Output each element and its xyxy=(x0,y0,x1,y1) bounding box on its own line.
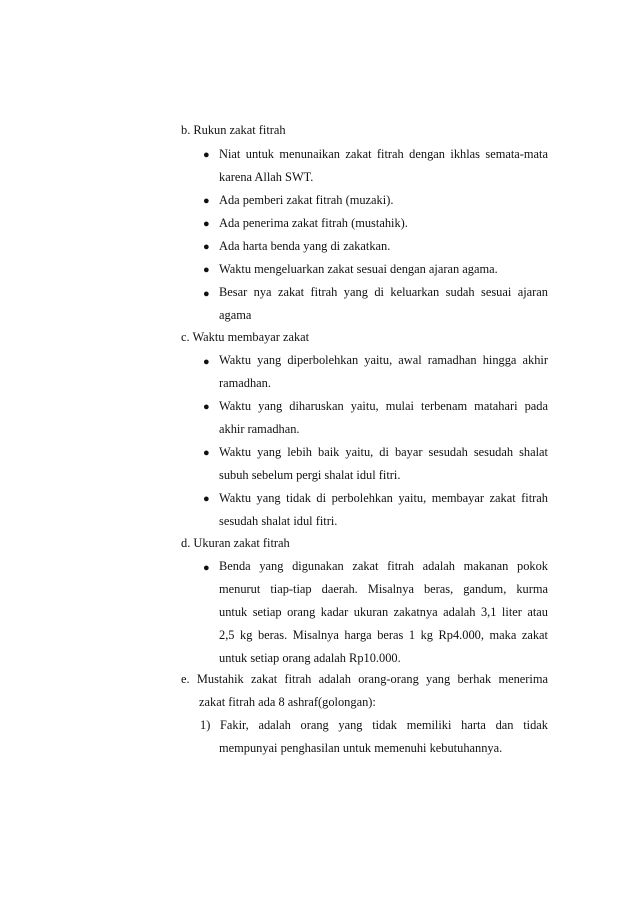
rukun-item-1-line-1: Niat untuk menunaikan zakat fitrah dengan ikhlas semata-mata xyxy=(219,147,548,161)
mustahik-item-1-line-1: Fakir, adalah orang yang tidak memiliki harta dan tidak xyxy=(220,718,548,732)
bullet-icon: ● xyxy=(203,218,210,230)
bullet-icon: ● xyxy=(203,493,210,505)
rukun-item-5: Waktu mengeluarkan zakat sesuai dengan ajaran agama. xyxy=(219,262,498,276)
rukun-item-6-line-1: Besar nya zakat fitrah yang di keluarkan sudah sesuai ajaran xyxy=(219,285,548,299)
waktu-item-2-line-1: Waktu yang diharuskan yaitu, mulai terbenam matahari pada xyxy=(219,399,548,413)
section-e-heading-line-2: zakat fitrah ada 8 ashraf(golongan): xyxy=(199,695,376,709)
bullet-icon: ● xyxy=(203,401,210,413)
bullet-icon: ● xyxy=(203,264,210,276)
waktu-item-1-line-1: Waktu yang diperbolehkan yaitu, awal ramadhan hingga akhir xyxy=(219,353,548,367)
rukun-item-2: Ada pemberi zakat fitrah (muzaki). xyxy=(219,193,394,207)
waktu-item-4-line-1: Waktu yang tidak di perbolehkan yaitu, membayar zakat fitrah xyxy=(219,491,548,505)
section-b-heading: b. Rukun zakat fitrah xyxy=(181,123,286,137)
bullet-icon: ● xyxy=(203,241,210,253)
bullet-icon: ● xyxy=(203,447,210,459)
section-e-heading: e. Mustahik zakat fitrah adalah orang-orang yang berhak menerima xyxy=(181,672,548,686)
ukuran-item-1-line-3: untuk setiap orang kadar ukuran zakatnya adalah 3,1 liter atau xyxy=(219,605,548,619)
mustahik-item-1-line-2: mempunyai penghasilan untuk memenuhi kebutuhannya. xyxy=(219,741,503,755)
bullet-icon: ● xyxy=(203,356,210,368)
section-d-heading: d. Ukuran zakat fitrah xyxy=(181,536,290,550)
waktu-item-3-line-1: Waktu yang lebih baik yaitu, di bayar sesudah sesudah shalat xyxy=(219,445,548,459)
rukun-item-6-line-2: agama xyxy=(219,308,252,322)
section-c-heading: c. Waktu membayar zakat xyxy=(181,330,310,344)
bullet-icon: ● xyxy=(203,562,210,574)
bullet-icon: ● xyxy=(203,149,210,161)
list-number: 1) xyxy=(200,718,211,732)
ukuran-item-1-line-5: untuk setiap orang adalah Rp10.000. xyxy=(219,651,401,665)
ukuran-item-1-line-4: 2,5 kg beras. Misalnya harga beras 1 kg Rp4.000, maka zakat xyxy=(219,628,548,642)
waktu-item-3-line-2: subuh sebelum pergi shalat idul fitri. xyxy=(219,468,401,482)
waktu-item-1-line-2: ramadhan. xyxy=(219,376,271,390)
ukuran-item-1-line-1: Benda yang digunakan zakat fitrah adalah makanan pokok xyxy=(219,559,548,573)
rukun-item-4: Ada harta benda yang di zakatkan. xyxy=(219,239,391,253)
waktu-item-2-line-2: akhir ramadhan. xyxy=(219,422,300,436)
rukun-item-1-line-2: karena Allah SWT. xyxy=(219,170,314,184)
rukun-item-3: Ada penerima zakat fitrah (mustahik). xyxy=(219,216,408,230)
bullet-icon: ● xyxy=(203,195,210,207)
bullet-icon: ● xyxy=(203,288,210,300)
ukuran-item-1-line-2: menurut tiap-tiap daerah. Misalnya beras, gandum, kurma xyxy=(219,582,548,596)
waktu-item-4-line-2: sesudah shalat idul fitri. xyxy=(219,514,338,528)
